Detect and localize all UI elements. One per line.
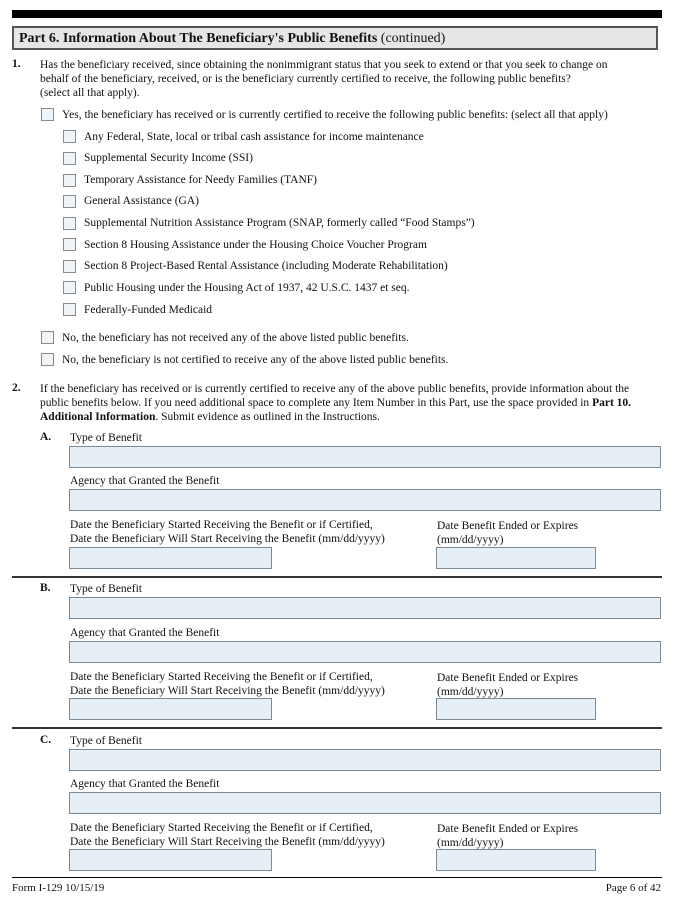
section-b-end-date-input[interactable] — [436, 698, 596, 720]
benefit-ga-label: General Assistance (GA) — [84, 195, 199, 207]
footer-rule — [12, 877, 662, 878]
question-2-text-line1: If the beneficiary has received or is currently certified to receive any of the above public benefits, provide information about the — [40, 383, 630, 395]
benefit-medicaid-label: Federally-Funded Medicaid — [84, 304, 213, 316]
benefit-cash-assistance-checkbox[interactable] — [63, 130, 76, 143]
section-a-start-date-input[interactable] — [69, 547, 272, 569]
section-a-agency-input[interactable] — [69, 489, 661, 511]
section-c-end-label-line1: Date Benefit Ended or Expires — [437, 823, 579, 835]
benefit-section8-project-label: Section 8 Project-Based Rental Assistance (including Moderate Rehabilitation) — [84, 260, 448, 272]
question-1-text-line1: Has the beneficiary received, since obtaining the nonimmigrant status that you seek to extend or that you seek to change on — [40, 59, 608, 71]
benefit-ga-checkbox[interactable] — [63, 195, 76, 208]
form-number: Form I-129 10/15/19 — [12, 882, 105, 894]
section-c-end-date-input[interactable] — [436, 849, 596, 871]
section-divider — [12, 727, 662, 729]
section-a-start-label-line2: Date the Beneficiary Will Start Receiving the Benefit (mm/dd/yyyy) — [70, 533, 385, 545]
benefit-medicaid-checkbox[interactable] — [63, 303, 76, 316]
benefit-cash-assistance-label: Any Federal, State, local or tribal cash assistance for income maintenance — [84, 131, 424, 143]
section-b-type-label: Type of Benefit — [70, 583, 143, 595]
section-c-label: C. — [40, 734, 52, 746]
section-b-end-label-line1: Date Benefit Ended or Expires — [437, 672, 579, 684]
section-a-type-label: Type of Benefit — [70, 432, 143, 444]
section-c-type-label: Type of Benefit — [70, 735, 143, 747]
top-rule — [12, 10, 662, 18]
yes-received-checkbox[interactable] — [41, 108, 54, 121]
section-a-end-date-input[interactable] — [436, 547, 596, 569]
benefit-snap-label: Supplemental Nutrition Assistance Program (SNAP, formerly called “Food Stamps”) — [84, 217, 475, 229]
benefit-section8-voucher-label: Section 8 Housing Assistance under the Housing Choice Voucher Program — [84, 239, 427, 251]
section-b-agency-input[interactable] — [69, 641, 661, 663]
benefit-ssi-checkbox[interactable] — [63, 152, 76, 165]
section-a-label: A. — [40, 431, 52, 443]
section-c-end-label-line2: (mm/dd/yyyy) — [437, 837, 504, 849]
benefit-section8-project-checkbox[interactable] — [63, 260, 76, 273]
section-c-start-date-input[interactable] — [69, 849, 272, 871]
page-number: Page 6 of 42 — [605, 882, 661, 894]
section-b-label: B. — [40, 582, 51, 594]
no-received-checkbox[interactable] — [41, 331, 54, 344]
benefit-tanf-checkbox[interactable] — [63, 174, 76, 187]
section-c-agency-input[interactable] — [69, 792, 661, 814]
section-c-start-label-line1: Date the Beneficiary Started Receiving the Benefit or if Certified, — [70, 822, 373, 834]
section-c-agency-label: Agency that Granted the Benefit — [70, 778, 220, 790]
section-a-end-label-line2: (mm/dd/yyyy) — [437, 534, 504, 546]
question-1-text-line2: behalf of the beneficiary, received, or is the beneficiary currently certified to receive, the following public benefits? — [40, 73, 571, 85]
no-certified-checkbox[interactable] — [41, 353, 54, 366]
section-b-start-label-line1: Date the Beneficiary Started Receiving the Benefit or if Certified, — [70, 671, 373, 683]
no-certified-label: No, the beneficiary is not certified to receive any of the above listed public benefits. — [62, 354, 449, 366]
section-a-agency-label: Agency that Granted the Benefit — [70, 475, 220, 487]
no-received-label: No, the beneficiary has not received any of the above listed public benefits. — [62, 332, 409, 344]
section-b-agency-label: Agency that Granted the Benefit — [70, 627, 220, 639]
benefit-tanf-label: Temporary Assistance for Needy Families (TANF) — [84, 174, 318, 186]
section-b-start-date-input[interactable] — [69, 698, 272, 720]
section-b-end-label-line2: (mm/dd/yyyy) — [437, 686, 504, 698]
question-2-text-line2: public benefits below. If you need additional space to complete any Item Number in this Part, use the space provided in Part 10. — [40, 397, 632, 409]
section-a-end-label-line1: Date Benefit Ended or Expires — [437, 520, 579, 532]
section-c-type-input[interactable] — [69, 749, 661, 771]
benefit-snap-checkbox[interactable] — [63, 217, 76, 230]
section-c-start-label-line2: Date the Beneficiary Will Start Receiving the Benefit (mm/dd/yyyy) — [70, 836, 385, 848]
section-a-type-input[interactable] — [69, 446, 661, 468]
part-title: Part 6. Information About The Beneficiary's Public Benefits (continued) — [19, 31, 446, 46]
question-1-text-line3: (select all that apply). — [40, 87, 140, 99]
yes-received-label: Yes, the beneficiary has received or is currently certified to receive the following public benefits: (select all that apply) — [62, 109, 608, 121]
section-b-type-input[interactable] — [69, 597, 661, 619]
section-b-start-label-line2: Date the Beneficiary Will Start Receiving the Benefit (mm/dd/yyyy) — [70, 685, 385, 697]
question-2-text-line3: Additional Information. Submit evidence as outlined in the Instructions. — [40, 411, 380, 423]
benefit-ssi-label: Supplemental Security Income (SSI) — [84, 152, 253, 164]
section-a-start-label-line1: Date the Beneficiary Started Receiving the Benefit or if Certified, — [70, 519, 373, 531]
section-divider — [12, 576, 662, 578]
part-header — [12, 26, 658, 50]
benefit-public-housing-checkbox[interactable] — [63, 281, 76, 294]
benefit-section8-voucher-checkbox[interactable] — [63, 238, 76, 251]
question-1-number: 1. — [12, 58, 21, 70]
benefit-public-housing-label: Public Housing under the Housing Act of 1937, 42 U.S.C. 1437 et seq. — [84, 282, 410, 294]
question-2-number: 2. — [12, 382, 21, 394]
